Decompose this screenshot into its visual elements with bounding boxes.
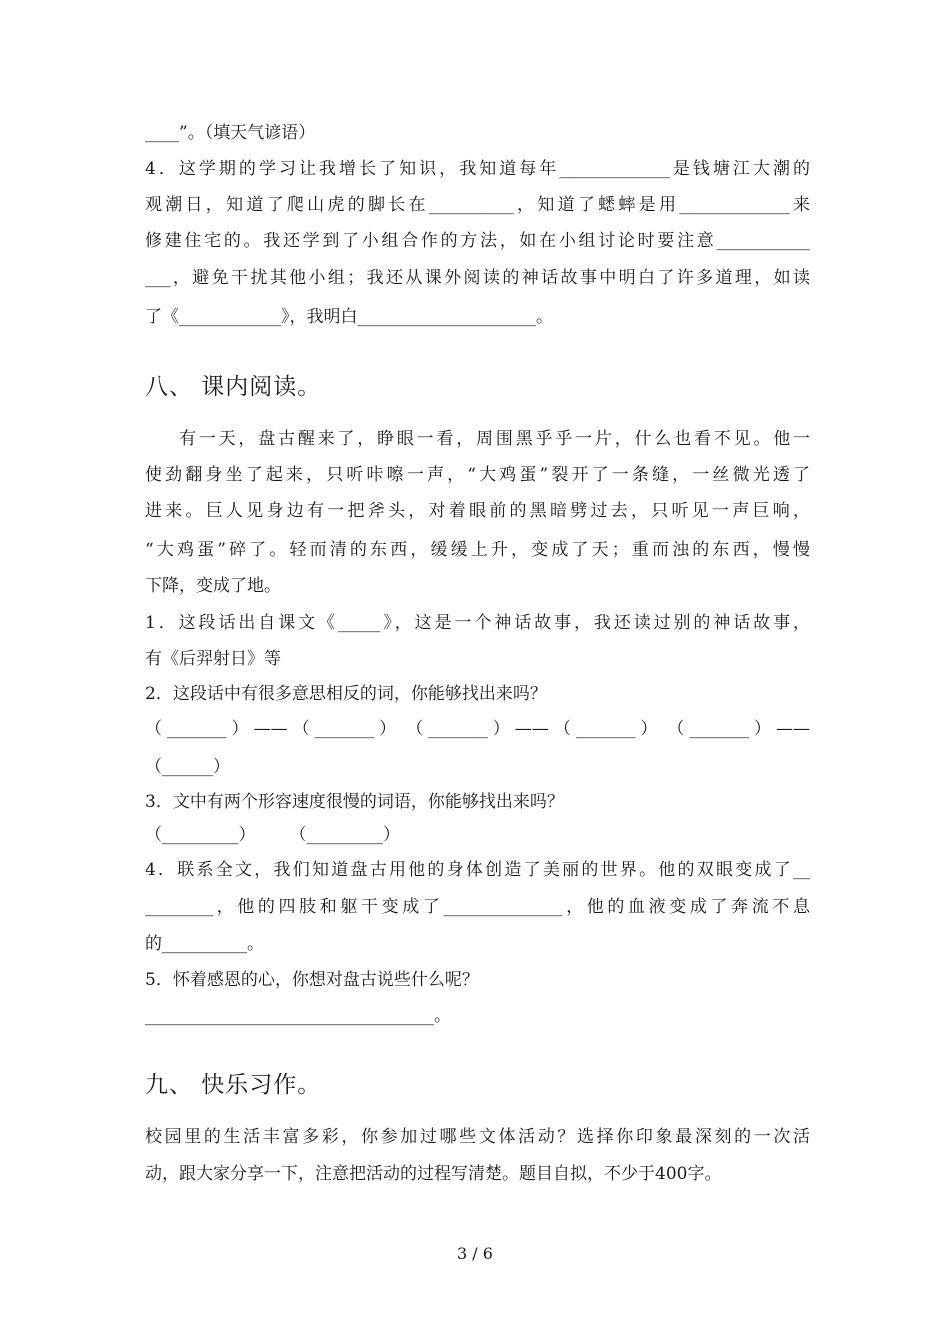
text-line: 了《____________》，我明白_____________________。 — [145, 307, 553, 327]
question-line: 5．怀着感恩的心，你想对盘古说些什么呢？ — [145, 970, 479, 990]
question-line: 1．这段话出自课文《_____》，这是一个神话故事，我还读过别的神话故事， — [145, 613, 810, 633]
passage-line: 进来。巨人见身边有一把斧头，对着眼前的黑暗劈过去，只听见一声巨响， — [145, 501, 810, 521]
answer-blank-line: （_________） （_________） — [145, 825, 400, 845]
question-line: 3．文中有两个形容速度很慢的词语，你能够找出来吗？ — [145, 792, 564, 812]
question-line: 有《后羿射日》等 — [145, 649, 281, 669]
question-line: ________，他的四肢和躯干变成了______________，他的血液变成了奔流不息 — [145, 897, 810, 917]
question-line: 的__________。 — [145, 934, 264, 954]
page-number: 3 / 6 — [457, 1244, 493, 1263]
text-line: ____”。（填天气谚语） — [145, 123, 316, 143]
answer-blank-line: （______） — [145, 757, 230, 777]
text-line: 4．这学期的学习让我增长了知识，我知道每年_____________是钱塘江大潮的 — [145, 159, 810, 179]
text-line: 修建住宅的。我还学到了小组合作的方法，如在小组讨论时要注意___________ — [145, 231, 810, 251]
passage-line: 使劲翻身坐了起来，只听咔嚓一声，“大鸡蛋”裂开了一条缝，一丝微光透了 — [145, 465, 810, 485]
writing-prompt-line: 校园里的生活丰富多彩，你参加过哪些文体活动？选择你印象最深刻的一次活 — [145, 1127, 810, 1147]
question-line: 2．这段话中有很多意思相反的词，你能够找出来吗？ — [145, 684, 547, 704]
answer-blank-line: __________________________________。 — [145, 1006, 451, 1026]
text-line: 观潮日，知道了爬山虎的脚长在__________，知道了蟋蟀是用_____________来 — [145, 195, 810, 215]
passage-line: 有一天，盘古醒来了，睁眼一看，周围黑乎乎一片，什么也看不见。他一 — [179, 429, 810, 449]
section-heading-writing: 九、 快乐习作。 — [145, 1072, 322, 1098]
text-line: ___，避免干扰其他小组；我还从课外阅读的神话故事中明白了许多道理，如读 — [145, 268, 810, 288]
passage-line: “大鸡蛋”碎了。轻而清的东西，缓缓上升，变成了天；重而浊的东西，慢慢 — [145, 540, 810, 560]
question-line: 4．联系全文，我们知道盘古用他的身体创造了美丽的世界。他的双眼变成了__ — [145, 860, 810, 880]
writing-prompt-line: 动，跟大家分享一下，注意把活动的过程写清楚。题目自拟，不少于400字。 — [145, 1164, 722, 1184]
passage-line: 下降，变成了地。 — [145, 576, 281, 596]
section-heading-reading: 八、 课内阅读。 — [145, 374, 322, 400]
answer-blank-line: （_______）——（_______） （_______）——（_______） （_______）—— — [145, 719, 810, 739]
